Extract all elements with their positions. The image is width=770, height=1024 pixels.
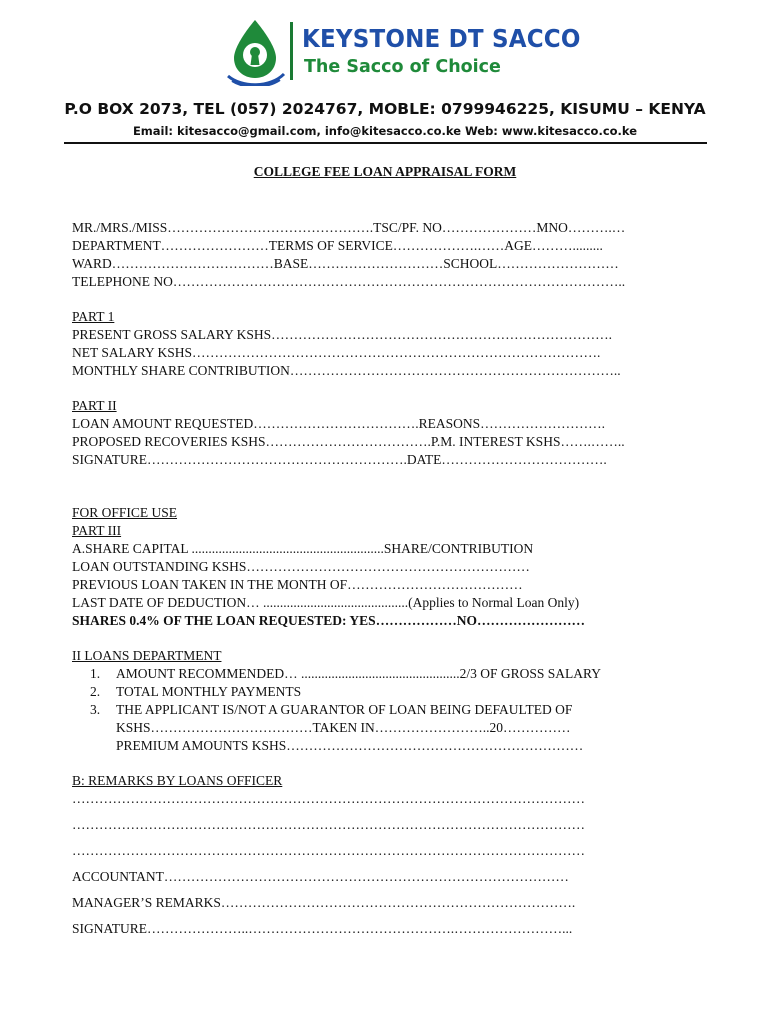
loans-item-number: 1. (90, 666, 101, 681)
office-shares-requested: SHARES 0.4% OF THE LOAN REQUESTED: YES………………NO…………………… (72, 613, 585, 628)
loans-item3-kshs: KSHS………………………………TAKEN IN……………………..20…………… (116, 720, 571, 735)
loans-item-text: THE APPLICANT IS/NOT A GUARANTOR OF LOAN BEING DEFAULTED OF (116, 702, 573, 717)
personal-line-telephone: TELEPHONE NO……………………………………………………………………………………….. (72, 274, 626, 289)
loans-dept-heading: II LOANS DEPARTMENT (72, 648, 222, 663)
loans-item3-premium: PREMIUM AMOUNTS KSHS………………………………………………………… (116, 738, 584, 753)
loans-item (72, 665, 712, 683)
brand-divider (290, 22, 293, 80)
office-share-capital: A.SHARE CAPITAL .........................................................SHARE/CONTRIBUTION (72, 541, 534, 556)
org-tagline: The Sacco of Choice (304, 57, 501, 77)
personal-line-department: DEPARTMENT……………………TERMS OF SERVICE……………….……AGE………......... (72, 238, 603, 253)
part1-gross-salary: PRESENT GROSS SALARY KSHS…………………………………………………………………. (72, 327, 613, 342)
part2-recoveries: PROPOSED RECOVERIES KSHS……………………………….P.M. INTEREST KSHS…….…….. (72, 434, 625, 449)
loans-item (72, 701, 712, 719)
part1-heading: PART 1 (72, 309, 115, 324)
remarks-line: …………………………………………………………………………………………………… (72, 843, 585, 858)
remarks-line: …………………………………………………………………………………………………… (72, 817, 585, 832)
part2-loan-amount: LOAN AMOUNT REQUESTED……………………………….REASONS………………………. (72, 416, 606, 431)
office-loan-outstanding: LOAN OUTSTANDING KSHS……………………………………………………… (72, 559, 530, 574)
office-last-deduction: LAST DATE OF DEDUCTION… ...........................................(Applies to Normal Loan Only) (72, 595, 580, 610)
accountant-line: ACCOUNTANT……………………………………………………………………………… (72, 869, 569, 884)
part1-share-contribution: MONTHLY SHARE CONTRIBUTION……………………………………………………………….. (72, 363, 621, 378)
remarks-heading: B: REMARKS BY LOANS OFFICER (72, 773, 283, 788)
form-body (72, 219, 712, 938)
final-signature-line: SIGNATURE…………………..……………………………………….……………………... (72, 921, 573, 936)
loans-item (72, 683, 712, 701)
part2-signature: SIGNATURE………………………………………………….DATE………………………………. (72, 452, 607, 467)
personal-line-ward: WARD………………………………BASE…………………………SCHOOL……………………… (72, 256, 619, 271)
office-use-heading: FOR OFFICE USE (72, 505, 178, 520)
part1-net-salary: NET SALARY KSHS………………………………………………………………………………. (72, 345, 601, 360)
personal-line-name: MR./MRS./MISS……………………………………….TSC/PF. NO…………………MNO……….… (72, 220, 626, 235)
part2-heading: PART II (72, 398, 117, 413)
keystone-logo-icon (222, 18, 288, 86)
contact-line: P.O BOX 2073, TEL (057) 2024767, MOBLE: 0799946225, KISUMU – KENYA (64, 100, 706, 118)
email-web-line: Email: kitesacco@gmail.com, info@kitesacco.co.ke Web: www.kitesacco.co.ke (132, 124, 638, 138)
office-previous-loan: PREVIOUS LOAN TAKEN IN THE MONTH OF………………………………… (72, 577, 523, 592)
loans-item-text: AMOUNT RECOMMENDED… ...............................................2/3 OF GROSS SALARY (116, 666, 602, 681)
loans-item-number: 3. (90, 702, 101, 717)
manager-remarks-line: MANAGER’S REMARKS……………………………………………………………………. (72, 895, 576, 910)
header-rule (64, 142, 707, 144)
form-title: COLLEGE FEE LOAN APPRAISAL FORM (253, 164, 517, 179)
part3-heading: PART III (72, 523, 122, 538)
org-name: KEYSTONE DT SACCO (302, 24, 581, 53)
remarks-line: …………………………………………………………………………………………………… (72, 791, 585, 806)
loans-item-text: TOTAL MONTHLY PAYMENTS (116, 684, 302, 699)
loans-item-number: 2. (90, 684, 101, 699)
